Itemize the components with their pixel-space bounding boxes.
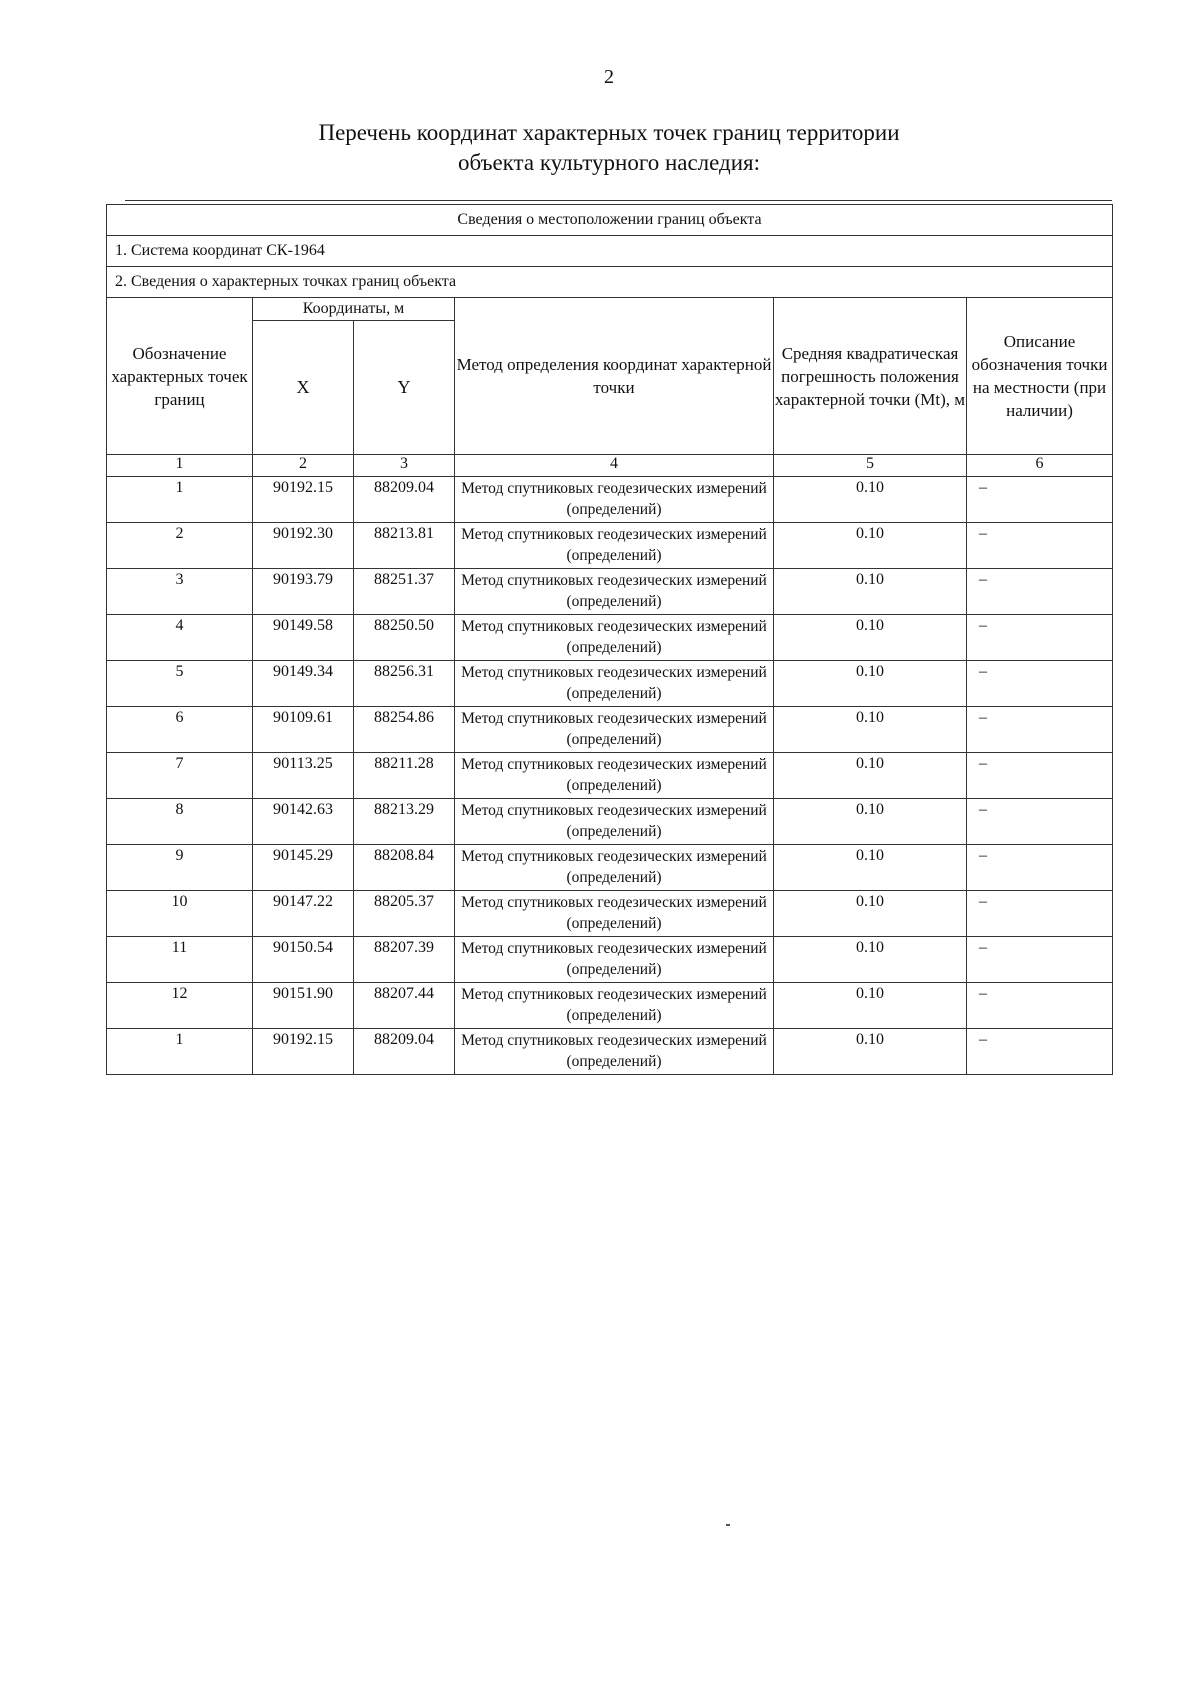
x-cell: 90145.29 <box>253 845 354 891</box>
method-cell: Метод спутниковых геодезических измерений (определений) <box>455 615 774 661</box>
table-top-rule <box>125 200 1112 201</box>
header-x: X <box>253 321 354 455</box>
error-cell: 0.10 <box>774 1029 967 1075</box>
point-cell: 10 <box>107 891 253 937</box>
method-cell: Метод спутниковых геодезических измерений (определений) <box>455 477 774 523</box>
description-cell: – <box>967 707 1113 753</box>
error-cell: 0.10 <box>774 707 967 753</box>
coordinate-system-row <box>107 236 1113 267</box>
description-cell: – <box>967 753 1113 799</box>
point-cell: 7 <box>107 753 253 799</box>
method-cell: Метод спутниковых геодезических измерений (определений) <box>455 799 774 845</box>
x-cell: 90109.61 <box>253 707 354 753</box>
method-cell: Метод спутниковых геодезических измерений (определений) <box>455 753 774 799</box>
y-cell: 88205.37 <box>354 891 455 937</box>
y-cell: 88254.86 <box>354 707 455 753</box>
point-cell: 12 <box>107 983 253 1029</box>
point-cell: 8 <box>107 799 253 845</box>
description-cell: – <box>967 937 1113 983</box>
x-cell: 90142.63 <box>253 799 354 845</box>
points-body <box>107 477 1113 1075</box>
error-cell: 0.10 <box>774 845 967 891</box>
title-line-2: объекта культурного наследия: <box>457 150 761 175</box>
section-title-row <box>107 205 1113 236</box>
error-cell: 0.10 <box>774 615 967 661</box>
y-cell: 88207.39 <box>354 937 455 983</box>
y-cell: 88213.29 <box>354 799 455 845</box>
description-cell: – <box>967 615 1113 661</box>
column-number: 6 <box>967 455 1113 477</box>
error-cell: 0.10 <box>774 569 967 615</box>
coordinates-table <box>106 204 1113 1075</box>
header-row <box>107 298 1113 321</box>
x-cell: 90151.90 <box>253 983 354 1029</box>
point-cell: 3 <box>107 569 253 615</box>
method-cell: Метод спутниковых геодезических измерений (определений) <box>455 661 774 707</box>
point-cell: 1 <box>107 477 253 523</box>
description-cell: – <box>967 661 1113 707</box>
page-number: 2 <box>604 66 614 88</box>
header-description: Описание обозначения точки на местности (при наличии) <box>967 298 1113 455</box>
point-cell: 6 <box>107 707 253 753</box>
column-number: 3 <box>354 455 455 477</box>
x-cell: 90192.30 <box>253 523 354 569</box>
x-cell: 90192.15 <box>253 477 354 523</box>
column-number: 2 <box>253 455 354 477</box>
method-cell: Метод спутниковых геодезических измерений (определений) <box>455 983 774 1029</box>
method-cell: Метод спутниковых геодезических измерений (определений) <box>455 937 774 983</box>
error-cell: 0.10 <box>774 891 967 937</box>
table-row <box>107 937 1113 983</box>
description-cell: – <box>967 569 1113 615</box>
table-row <box>107 891 1113 937</box>
point-cell: 4 <box>107 615 253 661</box>
column-number: 5 <box>774 455 967 477</box>
title-line-1: Перечень координат характерных точек границ территории <box>318 120 900 145</box>
y-cell: 88209.04 <box>354 477 455 523</box>
error-cell: 0.10 <box>774 983 967 1029</box>
y-cell: 88213.81 <box>354 523 455 569</box>
coordinate-system: 1. Система координат СК-1964 <box>107 236 1113 267</box>
points-section-title: 2. Сведения о характерных точках границ объекта <box>107 267 1113 298</box>
header-error: Средняя квадратическая погрешность положения характерной точки (Mt), м <box>774 298 967 455</box>
header-method: Метод определения координат характерной точки <box>455 298 774 455</box>
point-cell: 9 <box>107 845 253 891</box>
table-row <box>107 569 1113 615</box>
y-cell: 88256.31 <box>354 661 455 707</box>
description-cell: – <box>967 477 1113 523</box>
x-cell: 90193.79 <box>253 569 354 615</box>
x-cell: 90149.34 <box>253 661 354 707</box>
table-row <box>107 799 1113 845</box>
section-title: Сведения о местоположении границ объекта <box>107 205 1113 236</box>
error-cell: 0.10 <box>774 799 967 845</box>
x-cell: 90150.54 <box>253 937 354 983</box>
point-cell: 2 <box>107 523 253 569</box>
table-row <box>107 983 1113 1029</box>
table-row <box>107 523 1113 569</box>
description-cell: – <box>967 799 1113 845</box>
points-section-row <box>107 267 1113 298</box>
method-cell: Метод спутниковых геодезических измерений (определений) <box>455 707 774 753</box>
y-cell: 88250.50 <box>354 615 455 661</box>
point-cell: 5 <box>107 661 253 707</box>
method-cell: Метод спутниковых геодезических измерений (определений) <box>455 845 774 891</box>
y-cell: 88209.04 <box>354 1029 455 1075</box>
y-cell: 88207.44 <box>354 983 455 1029</box>
y-cell: 88251.37 <box>354 569 455 615</box>
header-coordinates: Координаты, м <box>253 298 455 321</box>
error-cell: 0.10 <box>774 477 967 523</box>
method-cell: Метод спутниковых геодезических измерений (определений) <box>455 891 774 937</box>
column-number-row <box>107 455 1113 477</box>
error-cell: 0.10 <box>774 661 967 707</box>
table-row <box>107 707 1113 753</box>
description-cell: – <box>967 891 1113 937</box>
x-cell: 90149.58 <box>253 615 354 661</box>
x-cell: 90147.22 <box>253 891 354 937</box>
table-row <box>107 753 1113 799</box>
table-row <box>107 661 1113 707</box>
header-point: Обозначение характерных точек границ <box>107 298 253 455</box>
table-row <box>107 615 1113 661</box>
point-cell: 11 <box>107 937 253 983</box>
x-cell: 90113.25 <box>253 753 354 799</box>
column-number: 1 <box>107 455 253 477</box>
table-row <box>107 1029 1113 1075</box>
error-cell: 0.10 <box>774 753 967 799</box>
description-cell: – <box>967 983 1113 1029</box>
header-y: Y <box>354 321 455 455</box>
method-cell: Метод спутниковых геодезических измерений (определений) <box>455 1029 774 1075</box>
column-number: 4 <box>455 455 774 477</box>
error-cell: 0.10 <box>774 937 967 983</box>
scan-mark <box>726 1524 730 1526</box>
table-row <box>107 845 1113 891</box>
document-title <box>0 118 1200 178</box>
description-cell: – <box>967 523 1113 569</box>
point-cell: 1 <box>107 1029 253 1075</box>
error-cell: 0.10 <box>774 523 967 569</box>
table-row <box>107 477 1113 523</box>
description-cell: – <box>967 1029 1113 1075</box>
method-cell: Метод спутниковых геодезических измерений (определений) <box>455 569 774 615</box>
x-cell: 90192.15 <box>253 1029 354 1075</box>
method-cell: Метод спутниковых геодезических измерений (определений) <box>455 523 774 569</box>
y-cell: 88208.84 <box>354 845 455 891</box>
y-cell: 88211.28 <box>354 753 455 799</box>
description-cell: – <box>967 845 1113 891</box>
